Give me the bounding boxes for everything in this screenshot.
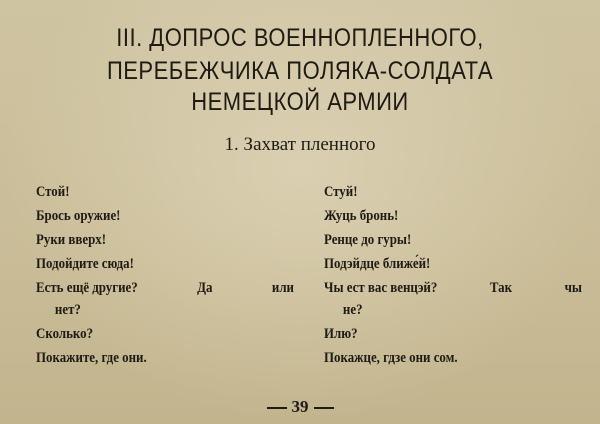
chapter-heading-line-3: НЕМЕЦКОЙ АРМИИ — [191, 87, 409, 116]
phrase-pl: Подэйдце ближе́й! — [324, 256, 431, 272]
phrase-ru-continuation: нет? — [54, 302, 81, 318]
section-title: 1. Захват пленного — [224, 134, 376, 155]
phrase-pl: Стуй! — [324, 184, 358, 200]
phrase-ru-part: или — [271, 280, 294, 296]
chapter-heading-line-2: ПЕРЕБЕЖЧИКА ПОЛЯКА-СОЛДАТА — [106, 56, 494, 85]
phrase-pl: Илю? — [324, 326, 358, 342]
phrase-pl-continuation: не? — [342, 302, 363, 318]
phrase-ru: Брось оружие! — [36, 208, 121, 224]
phrase-ru-part: Да — [197, 280, 213, 296]
phrase-ru: Подойдите сюда! — [36, 256, 134, 272]
phrase-pl-part: чы — [564, 280, 582, 296]
phrase-pl-question — [324, 276, 582, 300]
polish-phrases-column — [324, 180, 591, 370]
page-number-text: 39 — [291, 397, 309, 416]
phrase-pl: Ренце до гуры! — [324, 232, 412, 248]
phrase-ru-question — [36, 276, 294, 300]
phrase-ru-part: Есть ещё другие? — [36, 280, 138, 296]
phrase-pl: Жуць бронь! — [324, 208, 399, 224]
phrase-pl: Покажце, гдзе они сом. — [324, 350, 458, 366]
chapter-heading-line-1: III. ДОПРОС ВОЕННОПЛЕННОГО, — [116, 23, 484, 52]
page-number — [250, 397, 350, 417]
russian-phrases-column — [36, 180, 298, 370]
phrase-ru: Покажите, где они. — [36, 350, 147, 366]
dash-right — [314, 407, 334, 409]
dash-left — [267, 407, 287, 409]
phrase-ru: Стой! — [36, 184, 70, 200]
phrase-pl-part: Так — [489, 280, 513, 296]
phrase-pl-part: Чы ест вас венцэй? — [324, 280, 438, 296]
phrase-ru: Руки вверх! — [36, 232, 107, 248]
phrase-ru: Сколько? — [36, 326, 94, 342]
